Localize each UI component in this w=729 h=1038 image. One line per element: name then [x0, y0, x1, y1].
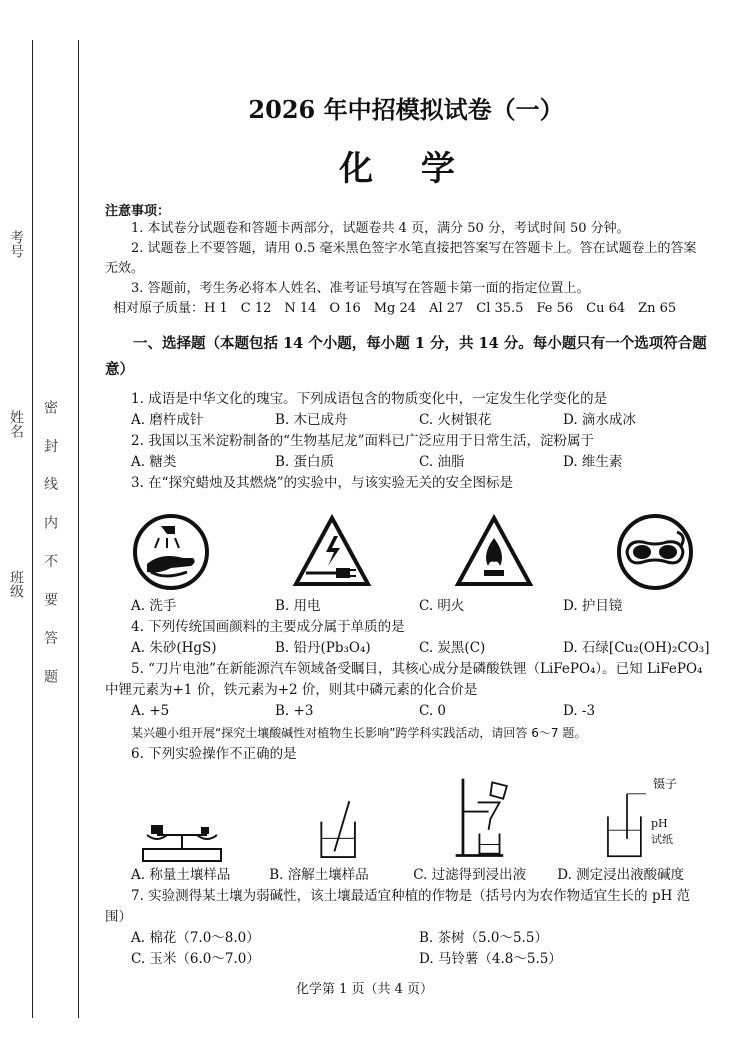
option: B. +3 — [275, 703, 314, 719]
question-2: 2. 我国以玉米淀粉制备的“生物基尼龙”面料已广泛应用于日常生活，淀粉属于 — [131, 433, 594, 449]
section-heading: 一、选择题（本题包括 14 个小题，每小题 1 分，共 14 分。每小题只有一个选项符合题意） — [105, 335, 707, 378]
filtration-icon — [452, 771, 516, 865]
option: D. -3 — [563, 703, 596, 719]
option: B. 用电 — [275, 598, 321, 614]
ph-label: pH — [650, 817, 668, 830]
option: B. 蛋白质 — [275, 454, 335, 470]
class-label: 班级 — [8, 570, 24, 598]
option: C. 炭黑(C) — [419, 640, 486, 656]
option: A. +5 — [131, 703, 170, 719]
option: B. 茶树（5.0～5.5） — [419, 930, 548, 946]
options-5 — [105, 701, 707, 722]
option: A. 磨杵成针 — [131, 412, 204, 428]
ph-paper-label: 试纸 — [650, 833, 673, 846]
notice-item: 2. 试题卷上不要答题，请用 0.5 毫米黑色签字水笔直接把答案写在答题卡上。答在试题卷上的答案无效。 — [105, 241, 697, 276]
option: D. 维生素 — [563, 454, 623, 470]
options-6 — [105, 865, 707, 886]
option: B. 木已成舟 — [275, 412, 348, 428]
option: A. 洗手 — [131, 598, 177, 614]
binding-margin — [0, 0, 80, 1038]
student-name-label: 姓名 — [8, 410, 24, 438]
balance-scale-icon — [137, 805, 227, 865]
exam-number-label: 考号 — [8, 230, 24, 258]
goggles-icon — [615, 512, 695, 592]
option: D. 护目镜 — [563, 598, 623, 614]
ph-test-icon — [601, 785, 653, 865]
options-7b — [105, 949, 707, 970]
option: A. 称量土壤样品 — [131, 867, 231, 883]
options-4 — [105, 638, 710, 659]
option: A. 棉花（7.0～8.0） — [131, 930, 260, 946]
option: A. 朱砂(HgS) — [131, 640, 217, 656]
exam-title: 2026 年中招模拟试卷（一） — [248, 95, 564, 124]
beaker-stir-icon — [312, 795, 368, 865]
question-4: 4. 下列传统国画颜料的主要成分属于单质的是 — [131, 619, 405, 635]
options-1 — [105, 410, 707, 431]
option: C. 0 — [419, 703, 447, 719]
open-flame-icon — [454, 512, 534, 592]
option: D. 马铃薯（4.8～5.5） — [419, 951, 562, 967]
option: C. 玉米（6.0～7.0） — [131, 951, 260, 967]
subject-title: 化 学 — [339, 149, 473, 189]
question-1: 1. 成语是中华文化的瑰宝。下列成语包含的物质变化中，一定发生化学变化的是 — [131, 391, 608, 407]
option: D. 滴水成冰 — [563, 412, 636, 428]
question-6: 6. 下列实验操作不正确的是 — [131, 746, 297, 762]
option: D. 石绿[Cu₂(OH)₂CO₃] — [563, 640, 710, 656]
option: B. 铅丹(Pb₃O₄) — [275, 640, 371, 656]
question-3: 3. 在“探究蜡烛及其燃烧”的实验中，与该实验无关的安全图标是 — [131, 475, 513, 491]
tweezers-label: 镊子 — [652, 777, 677, 791]
option: C. 过滤得到浸出液 — [413, 867, 527, 883]
options-3 — [105, 596, 707, 617]
seal-line-text: 密 封 线 内 不 要 答 题 — [42, 400, 58, 694]
wash-hands-icon — [131, 512, 211, 592]
binding-line-inner — [78, 40, 79, 1018]
question-5: 5. “刀片电池”在新能源汽车领域备受瞩目，其核心成分是磷酸铁锂（LiFePO₄）。已知 LiFePO₄中锂元素为+1 价，铁元素为+2 价，则其中磷元素的化合价是 — [105, 661, 703, 698]
notice-item: 3. 答题前，考生务必将本人姓名、准考证号填写在答题卡第一面的指定位置上。 — [131, 281, 590, 296]
option: C. 火树银花 — [419, 412, 492, 428]
ph-test-figure — [601, 775, 697, 865]
option: C. 油脂 — [419, 454, 465, 470]
option: B. 溶解土壤样品 — [269, 867, 369, 883]
option: A. 糖类 — [131, 454, 177, 470]
notice-heading: 注意事项： — [105, 204, 171, 219]
lab-images — [105, 765, 707, 865]
electricity-icon — [292, 512, 372, 592]
exam-page — [105, 80, 710, 970]
question-7: 7. 实验测得某土壤为弱碱性，该土壤最适宜种植的作物是（括号内为农作物适宜生长的 pH 范围） — [105, 888, 691, 925]
binding-line — [32, 40, 33, 1018]
options-2 — [105, 452, 707, 473]
option: D. 测定浸出液酸碱度 — [557, 867, 685, 883]
atomic-mass: 相对原子质量：H 1 C 12 N 14 O 16 Mg 24 Al 27 Cl 35.5 Fe 56 Cu 64 Zn 65 — [113, 301, 677, 316]
options-7a — [105, 928, 707, 949]
context-note: 某兴趣小组开展“探究土壤酸碱性对植物生长影响”跨学科实践活动，请回答 6～7 题。 — [131, 726, 587, 740]
safety-icons — [105, 494, 707, 596]
notice-item: 1. 本试卷分试题卷和答题卡两部分，试题卷共 4 页，满分 50 分，考试时间 50 分钟。 — [131, 221, 630, 236]
option: C. 明火 — [419, 598, 465, 614]
page-footer: 化学第 1 页（共 4 页） — [295, 982, 434, 997]
